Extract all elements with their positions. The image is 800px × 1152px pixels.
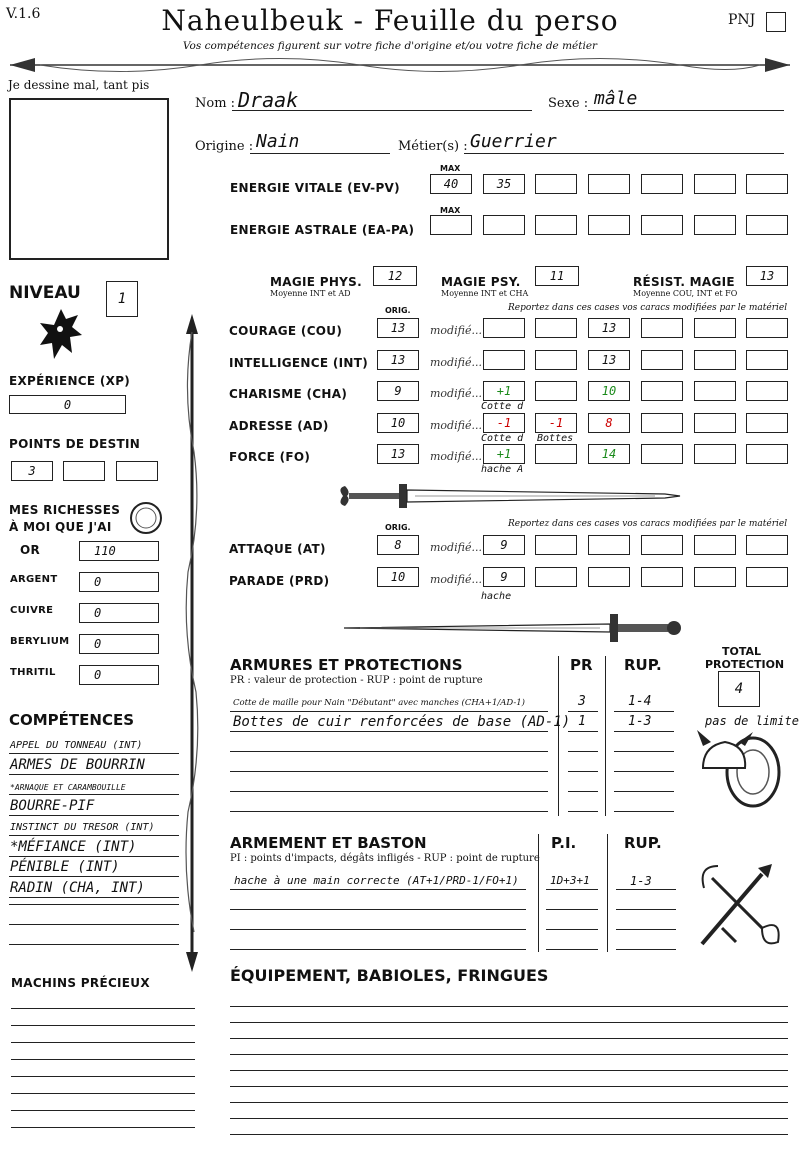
carac-mod-5-3[interactable]: 14 xyxy=(588,444,630,464)
sword-ornament-1 xyxy=(335,478,685,514)
destin-box-2[interactable] xyxy=(63,461,105,481)
competence-line-extra-1 xyxy=(9,904,179,905)
carac-mod-5-1[interactable]: +1 xyxy=(483,444,525,464)
armement-col-rup: RUP. xyxy=(624,834,662,852)
pnj-checkbox[interactable] xyxy=(766,12,786,32)
arme-row-1-rup[interactable]: 1-3 xyxy=(630,874,652,888)
carac-note: Reportez dans ces cases vos caracs modifiées par le matériel xyxy=(508,303,788,313)
carac-note-4-1: Cotte d xyxy=(481,432,524,444)
competence-line-8 xyxy=(9,897,179,898)
richesse-box-4[interactable]: 0 xyxy=(79,634,159,654)
armures-sub: PR : valeur de protection - RUP : point de rupture xyxy=(230,675,483,686)
carac-mod-3-6[interactable] xyxy=(746,381,788,401)
richesse-label-2: ARGENT xyxy=(10,574,58,585)
combat-mod-2-2[interactable] xyxy=(535,567,577,587)
armures-title: ARMURES ET PROTECTIONS xyxy=(230,656,463,674)
carac-note-5-1: hache A xyxy=(481,464,524,475)
equipement-line-8 xyxy=(230,1118,788,1119)
total-protection-box[interactable]: 4 xyxy=(718,671,760,707)
carac-mod-2-5[interactable] xyxy=(694,350,736,370)
niveau-label: NIVEAU xyxy=(9,283,81,303)
combat-note: Reportez dans ces cases vos caracs modifiées par le matériel xyxy=(508,519,788,529)
machins-line-3 xyxy=(11,1042,195,1043)
combat-mod-2-6[interactable] xyxy=(746,567,788,587)
ea-box-6[interactable] xyxy=(694,215,736,235)
combat-mod-1-1[interactable]: 9 xyxy=(483,535,525,555)
combat-note-2: hache xyxy=(481,590,512,602)
ev-box-3[interactable] xyxy=(535,174,577,194)
competence-5[interactable]: INSTINCT DU TRESOR (INT) xyxy=(10,822,155,833)
carac-orig-3[interactable]: 9 xyxy=(377,381,419,401)
carac-mod-1-1[interactable] xyxy=(483,318,525,338)
sword-ornament-2 xyxy=(340,606,685,650)
carac-mod-1-6[interactable] xyxy=(746,318,788,338)
combat-mod-1-6[interactable] xyxy=(746,535,788,555)
carac-mod-4-5[interactable] xyxy=(694,413,736,433)
carac-mod-5-6[interactable] xyxy=(746,444,788,464)
carac-mod-4-2[interactable]: -1 xyxy=(535,413,577,433)
sexe-label: Sexe : xyxy=(548,96,589,111)
machins-line-4 xyxy=(11,1059,195,1060)
combat-orig-2[interactable]: 10 xyxy=(377,567,419,587)
richesse-box-1[interactable]: 110 xyxy=(79,541,159,561)
carac-orig-4[interactable]: 10 xyxy=(377,413,419,433)
armure-row-2-name[interactable]: Bottes de cuir renforcées de base (AD-1) xyxy=(233,714,571,730)
richesse-box-2[interactable]: 0 xyxy=(79,572,159,592)
carac-mod-3-2[interactable] xyxy=(535,381,577,401)
arme-row-1-name[interactable]: hache à une main correcte (AT+1/PRD-1/FO+1) xyxy=(234,874,519,887)
carac-orig-5[interactable]: 13 xyxy=(377,444,419,464)
competence-line-extra-3 xyxy=(9,944,179,945)
richesse-box-5[interactable]: 0 xyxy=(79,665,159,685)
competence-line-4 xyxy=(9,815,179,816)
ev-label: ENERGIE VITALE (EV-PV) xyxy=(230,181,400,195)
combat-mod-1-5[interactable] xyxy=(694,535,736,555)
carac-mod-3-3[interactable]: 10 xyxy=(588,381,630,401)
competences-title: COMPÉTENCES xyxy=(9,711,135,729)
armure-row-2-pr[interactable]: 1 xyxy=(578,714,586,729)
carac-mod-2-2[interactable] xyxy=(535,350,577,370)
competence-6[interactable]: *MÉFIANCE (INT) xyxy=(10,838,137,855)
combat-label-2: PARADE (PRD) xyxy=(229,573,330,588)
armure-row-1-rup[interactable]: 1-4 xyxy=(628,694,652,709)
carac-label-2: INTELLIGENCE (INT) xyxy=(229,355,368,370)
magie-psy-sub: Moyenne INT et CHA xyxy=(441,289,529,298)
carac-mod-2-4[interactable] xyxy=(641,350,683,370)
total-protection-label-1: TOTAL xyxy=(722,645,762,658)
competence-4[interactable]: BOURRE-PIF xyxy=(10,797,95,814)
metier-value[interactable]: Guerrier xyxy=(470,131,557,152)
carac-mod-4-6[interactable] xyxy=(746,413,788,433)
ea-box-1[interactable] xyxy=(430,215,472,235)
experience-label: EXPÉRIENCE (XP) xyxy=(9,374,131,388)
combat-modifie-2: modifié... xyxy=(430,572,482,586)
richesse-label-3: CUIVRE xyxy=(10,605,54,616)
helmet-shield-icon xyxy=(695,728,785,810)
magie-phys-box[interactable]: 12 xyxy=(373,266,417,286)
ea-box-5[interactable] xyxy=(641,215,683,235)
resist-magie-box[interactable]: 13 xyxy=(746,266,788,286)
combat-orig-1[interactable]: 8 xyxy=(377,535,419,555)
richesse-label-1: OR xyxy=(20,543,41,557)
combat-mod-2-3[interactable] xyxy=(588,567,630,587)
combat-mod-1-4[interactable] xyxy=(641,535,683,555)
carac-mod-4-3[interactable]: 8 xyxy=(588,413,630,433)
combat-mod-2-1[interactable]: 9 xyxy=(483,567,525,587)
total-protection-label-2: PROTECTION xyxy=(705,658,785,671)
total-protection-note: pas de limite xyxy=(705,714,799,728)
carac-modifie-3: modifié... xyxy=(430,387,482,400)
richesses-label-1: MES RICHESSES xyxy=(9,503,121,517)
ea-box-3[interactable] xyxy=(535,215,577,235)
ev-box-1[interactable]: 40 xyxy=(430,174,472,194)
ea-max-label: MAX xyxy=(440,206,461,215)
page-title: Naheulbeuk - Feuille du perso xyxy=(161,4,619,37)
magie-phys-label: MAGIE PHYS. xyxy=(270,275,362,289)
equipement-line-7 xyxy=(230,1102,788,1103)
carac-mod-3-1[interactable]: +1 xyxy=(483,381,525,401)
coin-icon xyxy=(128,500,164,536)
competence-1[interactable]: APPEL DU TONNEAU (INT) xyxy=(10,740,143,751)
carac-mod-3-5[interactable] xyxy=(694,381,736,401)
ev-box-4[interactable] xyxy=(588,174,630,194)
ev-box-2[interactable]: 35 xyxy=(483,174,525,194)
competence-3[interactable]: *ARNAQUE ET CARAMBOUILLE xyxy=(10,783,126,792)
carac-mod-1-3[interactable]: 13 xyxy=(588,318,630,338)
ea-label: ENERGIE ASTRALE (EA-PA) xyxy=(230,223,415,237)
ea-box-7[interactable] xyxy=(746,215,788,235)
armure-row-1-pr[interactable]: 3 xyxy=(578,694,586,709)
carac-label-1: COURAGE (COU) xyxy=(229,324,343,338)
competence-8[interactable]: RADIN (CHA, INT) xyxy=(10,879,145,896)
competence-line-2 xyxy=(9,774,179,775)
combat-mod-1-3[interactable] xyxy=(588,535,630,555)
destin-box-1[interactable]: 3 xyxy=(11,461,53,481)
destin-label: POINTS DE DESTIN xyxy=(9,437,141,451)
combat-modifie-1: modifié... xyxy=(430,541,482,554)
combat-mod-1-2[interactable] xyxy=(535,535,577,555)
carac-mod-2-3[interactable]: 13 xyxy=(588,350,630,370)
arme-row-1-pi[interactable]: 1D+3+1 xyxy=(550,874,590,887)
experience-box[interactable]: 0 xyxy=(9,395,126,414)
carac-mod-5-5[interactable] xyxy=(694,444,736,464)
machins-line-8 xyxy=(11,1127,195,1128)
magie-psy-label: MAGIE PSY. xyxy=(441,275,521,289)
richesse-box-3[interactable]: 0 xyxy=(79,603,159,623)
spear-ornament xyxy=(0,52,800,80)
equipement-line-1 xyxy=(230,1006,788,1007)
carac-mod-1-4[interactable] xyxy=(641,318,683,338)
armure-row-2-rup[interactable]: 1-3 xyxy=(628,714,652,729)
ev-max-label: MAX xyxy=(440,164,461,173)
dragon-icon xyxy=(36,305,86,363)
equipement-line-9 xyxy=(230,1134,788,1135)
ev-box-5[interactable] xyxy=(641,174,683,194)
carac-orig-header: ORIG. xyxy=(385,306,411,315)
origine-label: Origine : xyxy=(195,139,254,154)
metier-label: Métier(s) : xyxy=(398,139,468,154)
machins-line-1 xyxy=(11,1008,195,1009)
equipement-line-2 xyxy=(230,1022,788,1023)
carac-mod-1-2[interactable] xyxy=(535,318,577,338)
carac-modifie-2: modifié... xyxy=(430,355,482,369)
vertical-spear-ornament xyxy=(180,312,204,974)
nom-value[interactable]: Draak xyxy=(238,88,299,112)
competence-line-3 xyxy=(9,794,179,795)
carac-mod-3-4[interactable] xyxy=(641,381,683,401)
carac-modifie-5: modifié... xyxy=(430,450,482,463)
carac-mod-2-1[interactable] xyxy=(483,350,525,370)
magie-phys-sub: Moyenne INT et AD xyxy=(270,289,351,298)
competence-line-extra-2 xyxy=(9,924,179,925)
richesses-label-2: À MOI QUE J'AI xyxy=(9,520,112,534)
equipement-line-4 xyxy=(230,1054,788,1055)
carac-note-3-1: Cotte d xyxy=(481,401,524,412)
portrait-caption: Je dessine mal, tant pis xyxy=(8,78,150,92)
armement-title: ARMEMENT ET BASTON xyxy=(230,834,427,852)
competence-7[interactable]: PÉNIBLE (INT) xyxy=(10,859,120,875)
carac-mod-2-6[interactable] xyxy=(746,350,788,370)
carac-mod-4-1[interactable]: -1 xyxy=(483,413,525,433)
competence-line-1 xyxy=(9,753,179,754)
carac-label-4: ADRESSE (AD) xyxy=(229,418,329,433)
richesse-label-5: THRITIL xyxy=(10,667,56,678)
machins-line-2 xyxy=(11,1025,195,1026)
equipement-line-5 xyxy=(230,1070,788,1071)
machins-line-5 xyxy=(11,1076,195,1077)
equipement-line-6 xyxy=(230,1086,788,1087)
niveau-box[interactable]: 1 xyxy=(106,281,138,317)
combat-orig-header: ORIG. xyxy=(385,523,411,532)
carac-modifie-4: modifié... xyxy=(430,418,482,432)
weapons-icon xyxy=(692,858,788,954)
nom-label: Nom : xyxy=(195,96,236,111)
destin-box-3[interactable] xyxy=(116,461,158,481)
ev-box-6[interactable] xyxy=(694,174,736,194)
combat-mod-2-5[interactable] xyxy=(694,567,736,587)
richesse-label-4: BERYLIUM xyxy=(10,636,70,647)
carac-mod-1-5[interactable] xyxy=(694,318,736,338)
armures-col-rup: RUP. xyxy=(624,656,662,674)
competence-line-6 xyxy=(9,856,179,857)
origine-value[interactable]: Nain xyxy=(256,131,300,152)
armure-row-1-name[interactable]: Cotte de maille pour Nain "Débutant" avec manches (CHA+1/AD-1) xyxy=(233,698,525,708)
machins-line-6 xyxy=(11,1093,195,1094)
ea-box-2[interactable] xyxy=(483,215,525,235)
portrait-box[interactable] xyxy=(9,98,169,260)
resist-magie-sub: Moyenne COU, INT et FO xyxy=(633,289,738,298)
carac-note-4-2: Bottes xyxy=(537,432,574,444)
page-subtitle: Vos compétences figurent sur votre fiche d'origine et/ou votre fiche de métier xyxy=(182,40,598,52)
machins-line-7 xyxy=(11,1110,195,1111)
competence-2[interactable]: ARMES DE BOURRIN xyxy=(10,756,145,773)
resist-magie-label: RÉSIST. MAGIE xyxy=(633,275,735,289)
competence-line-7 xyxy=(9,876,179,877)
carac-mod-5-2[interactable] xyxy=(535,444,577,464)
carac-label-3: CHARISME (CHA) xyxy=(229,387,348,401)
pnj-label: PNJ xyxy=(728,12,756,28)
combat-label-1: ATTAQUE (AT) xyxy=(229,542,326,556)
armures-col-pr: PR xyxy=(570,656,593,674)
sexe-value[interactable]: mâle xyxy=(594,88,638,109)
equipement-title: ÉQUIPEMENT, BABIOLES, FRINGUES xyxy=(230,966,549,985)
combat-mod-2-4[interactable] xyxy=(641,567,683,587)
magie-psy-box[interactable]: 11 xyxy=(535,266,579,286)
ea-box-4[interactable] xyxy=(588,215,630,235)
ev-box-7[interactable] xyxy=(746,174,788,194)
carac-orig-2[interactable]: 13 xyxy=(377,350,419,370)
carac-orig-1[interactable]: 13 xyxy=(377,318,419,338)
equipement-line-3 xyxy=(230,1038,788,1039)
carac-modifie-1: modifié... xyxy=(430,324,482,337)
armement-sub: PI : points d'impacts, dégâts infligés - RUP : point de rupture xyxy=(230,853,540,864)
carac-mod-4-4[interactable] xyxy=(641,413,683,433)
armement-col-pi: P.I. xyxy=(551,834,577,852)
carac-mod-5-4[interactable] xyxy=(641,444,683,464)
competence-line-5 xyxy=(9,835,179,836)
carac-label-5: FORCE (FO) xyxy=(229,450,311,464)
machins-title: MACHINS PRÉCIEUX xyxy=(11,976,150,990)
version-label: V.1.6 xyxy=(6,6,41,22)
